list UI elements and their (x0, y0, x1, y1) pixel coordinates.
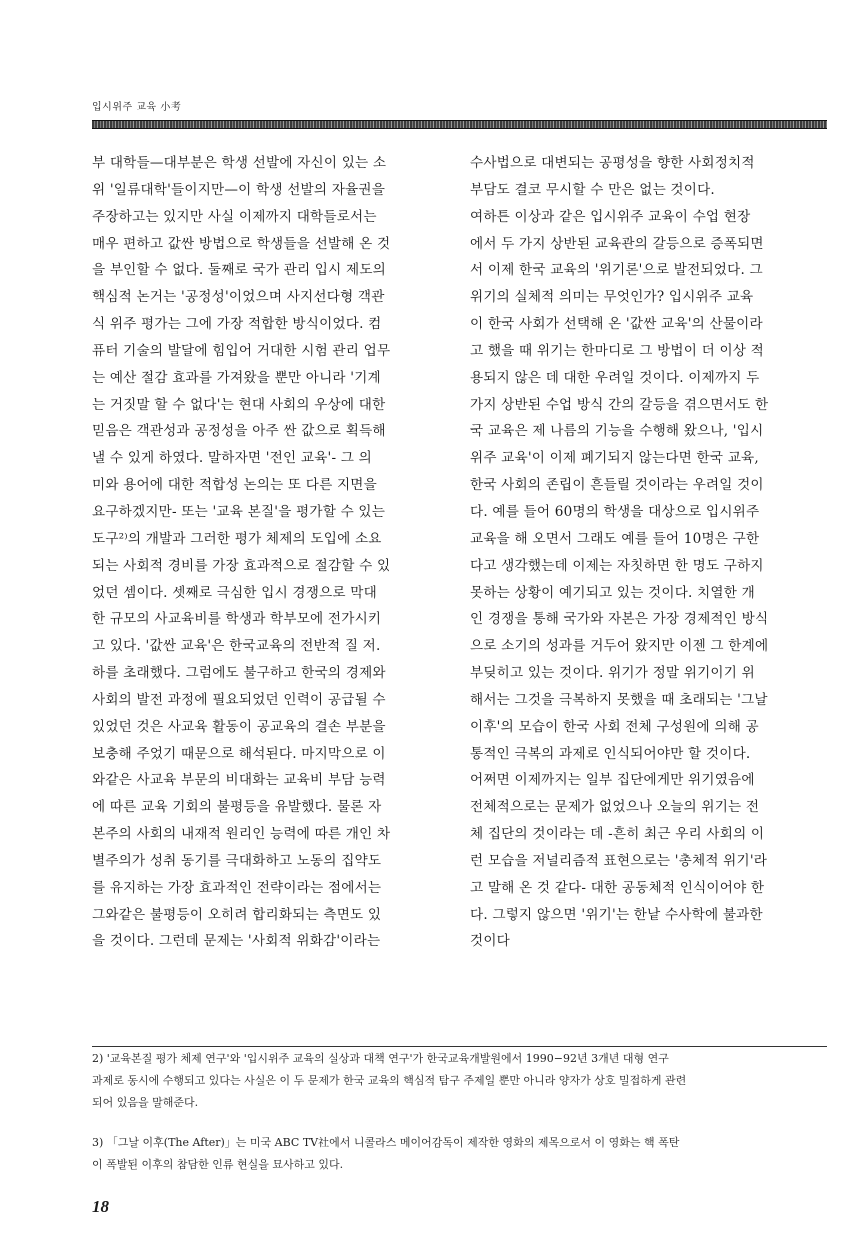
body-text-line: 교육을 해 오면서 그래도 예를 들어 10명은 구한 (470, 530, 760, 547)
body-text-line: 부 대학들—대부분은 학생 선발에 자신이 있는 소 (92, 155, 387, 171)
body-text-line: 었던 셈이다. 셋째로 극심한 입시 경쟁으로 막대 (92, 584, 377, 601)
body-text-line: 핵심적 논거는 '공정성'이었으며 사지선다형 객관 (92, 289, 385, 306)
footnote-line: 2) '교육본질 평가 체제 연구'와 '입시위주 교육의 실상과 대책 연구'가 한국교육개발원에서 1990−92년 3개년 대형 연구 (92, 1052, 669, 1065)
footnote-3 (92, 1132, 827, 1176)
body-text-line: 을 부인할 수 없다. 둘째로 국가 관리 입시 제도의 (92, 262, 386, 279)
body-text-line: 사회의 발전 과정에 필요되었던 인력이 공급될 수 (92, 691, 386, 708)
body-text-line: 위 '일류대학'들이지만—이 학생 선발의 자율권을 (92, 181, 386, 198)
body-text-line: 요구하겠지만- 또는 '교육 본질'을 평가할 수 있는 (92, 503, 386, 520)
body-text-line: 한국 사회의 존립이 흔들릴 것이라는 우려일 것이 (470, 477, 764, 494)
footnote-line: 3) 「그날 이후(The After)」는 미국 ABC TV社에서 니콜라스 메이어감독이 제작한 영화의 제목으로서 이 영화는 핵 폭탄 (92, 1136, 680, 1149)
body-text-line: 도구²⁾의 개발과 그러한 평가 체제의 도입에 소요 (92, 530, 382, 547)
body-text-line: 위기의 실체적 의미는 무엇인가? 입시위주 교육 (470, 289, 754, 306)
body-text-line: 매우 편하고 값싼 방법으로 학생들을 선발해 온 것 (92, 235, 391, 252)
body-text-line: 이후'의 모습이 한국 사회 전체 구성원에 의해 공 (470, 718, 759, 735)
body-text-line: 하를 초래했다. 그럼에도 불구하고 한국의 경제와 (92, 665, 386, 682)
footnote-line: 되어 있음을 말해준다. (92, 1096, 199, 1109)
body-text-line: 고 했을 때 위기는 한마디로 그 방법이 더 이상 적 (470, 342, 764, 359)
body-text-line: 에서 두 가지 상반된 교육관의 갈등으로 증폭되면 (470, 235, 764, 252)
footnote-line: 이 폭발된 이후의 참담한 인류 현실을 묘사하고 있다. (92, 1158, 344, 1171)
body-text-line: 믿음은 객관성과 공정성을 아주 싼 값으로 획득해 (92, 423, 386, 440)
body-text-line: 미와 용어에 대한 적합성 논의는 또 다른 지면을 (92, 477, 377, 494)
body-text-line: 되는 사회적 경비를 가장 효과적으로 절감할 수 있 (92, 557, 391, 574)
body-text-line: 는 예산 절감 효과를 가져왔을 뿐만 아니라 '기계 (92, 369, 381, 386)
body-text-line: 통적인 극복의 과제로 인식되어야만 할 것이다. (470, 745, 751, 762)
body-text-line: 을 것이다. 그런데 문제는 '사회적 위화감'이라는 (92, 933, 381, 950)
footnote-2 (92, 1048, 827, 1114)
body-text-line: 인 경쟁을 통해 국가와 자본은 가장 경제적인 방식 (470, 611, 769, 628)
body-text-line: 본주의 사회의 내재적 원리인 능력에 따른 개인 차 (92, 826, 391, 843)
body-text-line: 런 모습을 저널리즘적 표현으로는 '총체적 위기'라 (470, 852, 768, 869)
page-number: 18 (92, 1197, 109, 1216)
body-text-line: 이 한국 사회가 선택해 온 '값싼 교육'의 산물이라 (470, 316, 763, 333)
body-text-line: 에 따른 교육 기회의 불평등을 유발했다. 물론 자 (92, 799, 382, 816)
body-text-line: 와같은 사교육 부문의 비대화는 교육비 부담 능력 (92, 772, 386, 789)
footnote-line: 과제로 동시에 수행되고 있다는 사실은 이 두 문제가 한국 교육의 핵심적 탐구 주제일 뿐만 아니라 양자가 상호 밀접하게 관련 (92, 1074, 687, 1087)
body-text-line: 부딪히고 있는 것이다. 위기가 정말 위기이기 위 (470, 665, 755, 682)
body-text-line: 체 집단의 것이라는 데 -흔히 최근 우리 사회의 이 (470, 826, 765, 843)
body-text-line: 여하튼 이상과 같은 입시위주 교육이 수업 현장 (470, 208, 751, 225)
body-text-line: 못하는 상황이 예기되고 있는 것이다. 치열한 개 (470, 584, 755, 601)
body-text-line: 해서는 그것을 극복하지 못했을 때 초래되는 '그날 (470, 691, 768, 708)
footnote-rule (92, 1046, 827, 1047)
body-text-line: 그와같은 불평등이 오히려 합리화되는 측면도 있 (92, 906, 382, 923)
body-text-line: 위주 교육'이 이제 폐기되지 않는다면 한국 교육, (470, 450, 759, 467)
body-text-line: 부담도 결코 무시할 수 만은 없는 것이다. (470, 181, 715, 198)
header-rule (92, 120, 827, 129)
body-text-line: 다. 그렇지 않으면 '위기'는 한낱 수사학에 불과한 (470, 906, 763, 923)
body-text-line: 퓨터 기술의 발달에 힘입어 거대한 시험 관리 업무 (92, 342, 391, 359)
body-text-line: 전체적으로는 문제가 없었으나 오늘의 위기는 전 (470, 799, 760, 816)
body-text-line: 다. 예를 들어 60명의 학생을 대상으로 입시위주 (470, 503, 760, 520)
body-text-line: 고 있다. '값싼 교육'은 한국교육의 전반적 질 저. (92, 638, 381, 655)
right-column (470, 150, 830, 955)
body-text-line: 으로 소기의 성과를 거두어 왔지만 이젠 그 한계에 (470, 638, 769, 655)
body-text-line: 한 규모의 사교육비를 학생과 학부모에 전가시키 (92, 611, 382, 628)
body-text-line: 용되지 않은 데 대한 우려일 것이다. 이제까지 두 (470, 369, 760, 386)
running-header: 입시위주 교육 小考 (92, 102, 182, 113)
body-text-line: 식 위주 평가는 그에 가장 적합한 방식이었다. 컴 (92, 316, 382, 333)
body-text-line: 어쩌면 이제까지는 일부 집단에게만 위기였음에 (470, 772, 755, 789)
body-text-line: 있었던 것은 사교육 활동이 공교육의 결손 부분을 (92, 718, 386, 735)
body-text-line: 수사법으로 대변되는 공평성을 향한 사회정치적 (470, 155, 755, 171)
body-text-line: 고 말해 온 것 같다- 대한 공동체적 인식이어야 한 (470, 879, 765, 896)
body-text-line: 서 이제 한국 교육의 '위기론'으로 발전되었다. 그 (470, 262, 763, 279)
body-text-line: 보충해 주었기 때문으로 해석된다. 마지막으로 이 (92, 745, 386, 762)
body-text-line: 국 교육은 제 나름의 기능을 수행해 왔으나, '입시 (470, 423, 764, 440)
body-text-line: 주장하고는 있지만 사실 이제까지 대학들로서는 (92, 208, 377, 225)
left-column (92, 150, 452, 955)
body-text-line: 별주의가 성취 동기를 극대화하고 노동의 집약도 (92, 852, 382, 869)
body-text-line: 것이다 (470, 933, 510, 950)
body-text-line: 낼 수 있게 하였다. 말하자면 '전인 교육'- 그 의 (92, 450, 372, 467)
body-text-line: 다고 생각했는데 이제는 자칫하면 한 명도 구하지 (470, 557, 764, 574)
body-text-line: 를 유지하는 가장 효과적인 전략이라는 점에서는 (92, 879, 382, 896)
body-text-line: 는 거짓말 할 수 없다'는 현대 사회의 우상에 대한 (92, 396, 386, 413)
body-text-line: 가지 상반된 수업 방식 간의 갈등을 겪으면서도 한 (470, 396, 769, 413)
